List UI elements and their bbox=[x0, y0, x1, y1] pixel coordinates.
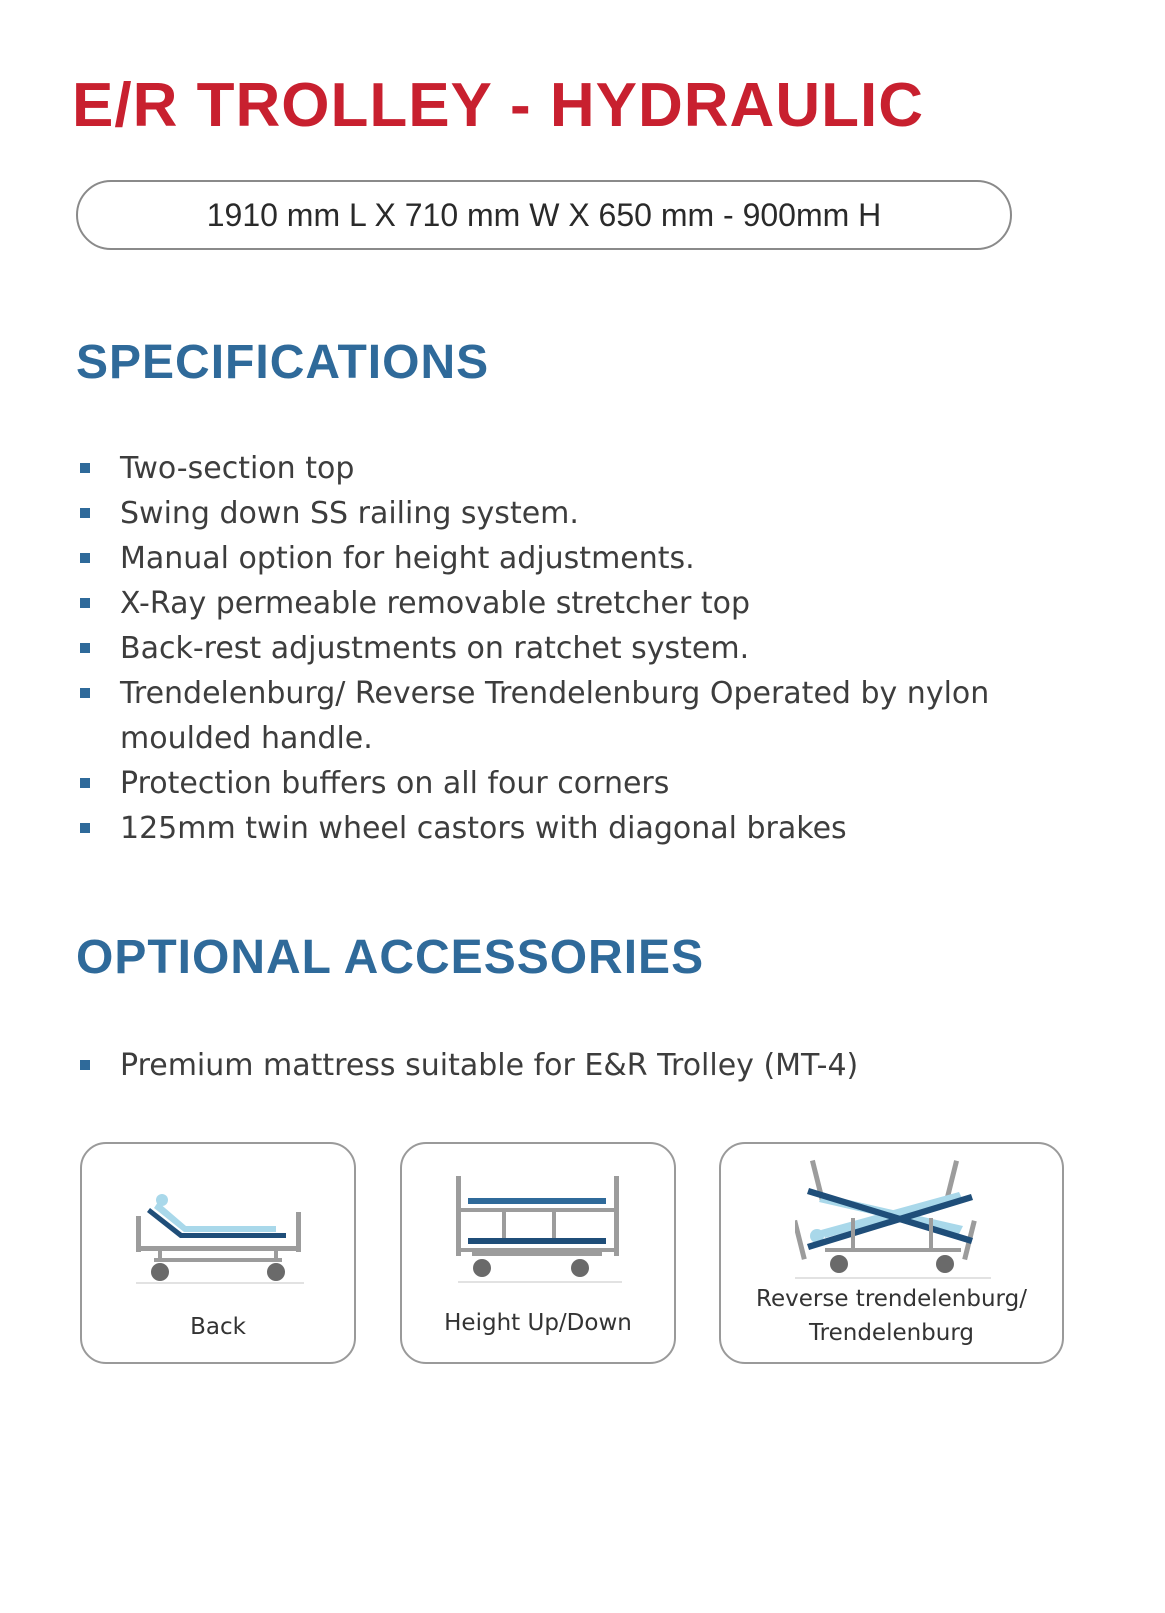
bullet-square-icon bbox=[80, 508, 90, 518]
list-item bbox=[76, 581, 1076, 626]
list-item-text: Protection buffers on all four corners bbox=[120, 766, 670, 801]
list-item-text: X-Ray permeable removable stretcher top bbox=[120, 586, 750, 621]
dimensions-badge: 1910 mm L X 710 mm W X 650 mm - 900mm H bbox=[76, 180, 1012, 250]
feature-caption: Back bbox=[190, 1314, 246, 1340]
list-item bbox=[76, 1043, 1076, 1088]
list-item-text: Premium mattress suitable for E&R Trolley (MT-4) bbox=[120, 1048, 859, 1083]
feature-caption: Height Up/Down bbox=[444, 1310, 632, 1336]
bed-trendelenburg-icon bbox=[795, 1154, 991, 1282]
feature-card-trendelenburg bbox=[719, 1142, 1064, 1364]
feature-caption: Trendelenburg bbox=[808, 1320, 975, 1346]
list-item bbox=[76, 626, 1076, 671]
list-item bbox=[76, 806, 1076, 851]
bullet-square-icon bbox=[80, 463, 90, 473]
page-title: E/R TROLLEY - HYDRAULIC bbox=[72, 71, 924, 140]
list-item-text: Trendelenburg/ Reverse Trendelenburg Operated by nylon moulded handle. bbox=[120, 676, 990, 756]
bullet-square-icon bbox=[80, 1060, 90, 1070]
bullet-square-icon bbox=[80, 688, 90, 698]
bullet-square-icon bbox=[80, 778, 90, 788]
list-item bbox=[76, 491, 1076, 536]
feature-card-height bbox=[400, 1142, 676, 1364]
specifications-heading: SPECIFICATIONS bbox=[76, 336, 490, 389]
bullet-square-icon bbox=[80, 823, 90, 833]
list-item-text: Manual option for height adjustments. bbox=[120, 541, 695, 576]
bullet-square-icon bbox=[80, 598, 90, 608]
accessories-heading: OPTIONAL ACCESSORIES bbox=[76, 931, 705, 984]
feature-caption: Reverse trendelenburg/ bbox=[756, 1286, 1027, 1312]
list-item bbox=[76, 536, 1076, 581]
bullet-square-icon bbox=[80, 553, 90, 563]
list-item bbox=[76, 671, 1000, 761]
list-item-text: Swing down SS railing system. bbox=[120, 496, 579, 531]
bed-height-adjust-icon bbox=[452, 1174, 628, 1286]
list-item-text: 125mm twin wheel castors with diagonal brakes bbox=[120, 811, 847, 846]
list-item-text: Two-section top bbox=[120, 451, 355, 486]
bullet-square-icon bbox=[80, 643, 90, 653]
list-item bbox=[76, 446, 1076, 491]
specifications-list bbox=[76, 446, 1076, 851]
list-item-text: Back-rest adjustments on ratchet system. bbox=[120, 631, 750, 666]
list-item bbox=[76, 761, 1076, 806]
bed-back-rest-icon bbox=[128, 1188, 312, 1288]
feature-card-back bbox=[80, 1142, 356, 1364]
accessories-list bbox=[76, 1043, 1076, 1088]
